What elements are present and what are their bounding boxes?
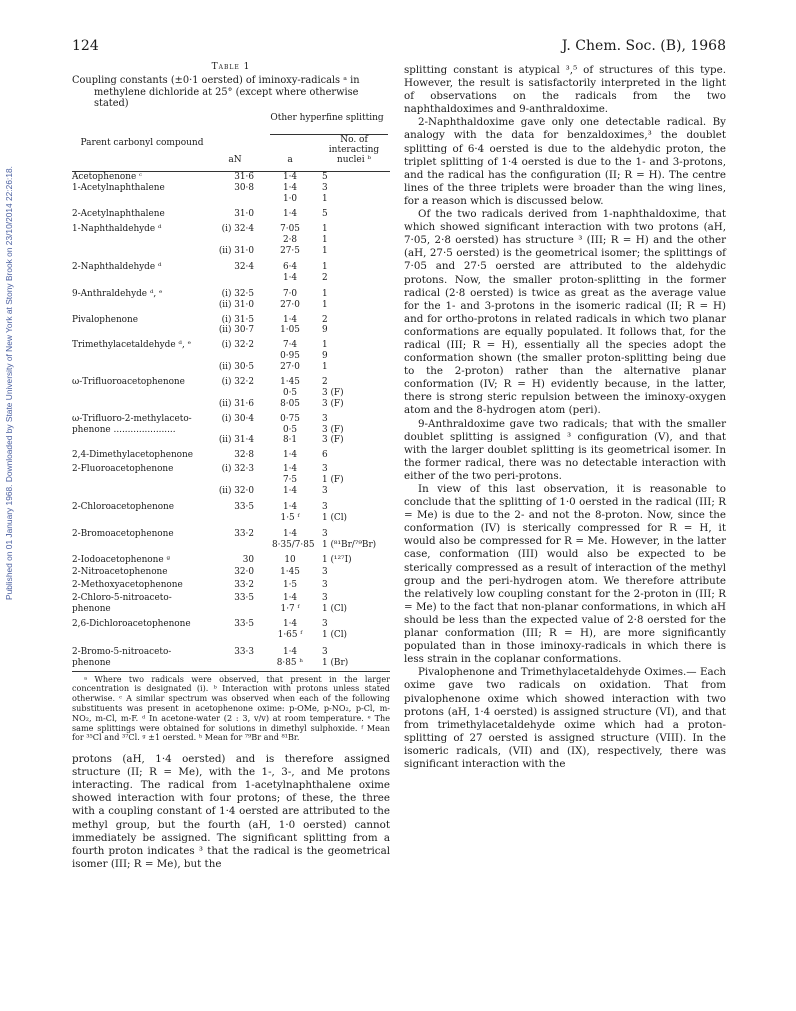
a-cell: 27·0 — [280, 362, 300, 373]
a-cell: 2·8 — [282, 235, 298, 246]
table-row — [72, 414, 390, 425]
footnote-text: ᵃ Where two radicals were observed, that present in the larger concentration is designated (i). ᵇ Interaction with protons unless stated otherwise. ᶜ A similar spectrum was observed when each of the following substituents was present in acetophenone oxime: p-OMe, p-NO₂, p-Cl, m-NO₂, m-Cl, m-F. ᵈ In acetone-water (2 : 3, v/v) at room temperature. ᵉ The same splittings were obtained for solutions in dimethyl sulphoxide. ᶠ Mean for ³⁵Cl and ³⁷Cl. ᵍ ±1 oersted. ʰ Mean for ⁷⁹Br and ⁸¹Br. — [72, 673, 390, 743]
a-cell: 1·4 — [282, 501, 298, 512]
body-paragraph: 9-Anthraldoxime gave two radicals; that with the smaller doublet splitting is assigned ³ configuration (V), and that with the larger doublet splitting is its geometrical isomer. In the former radical, there was no detectable interaction with either of the two peri-protons. — [404, 417, 726, 482]
table-row — [72, 502, 390, 513]
journal-header: J. Chem. Soc. (B), 1968 — [561, 38, 726, 54]
aN-cell: 30·8 — [234, 182, 254, 193]
left-body-paragraph: protons (aH, 1·4 oersted) and is therefore assigned structure (II; R = Me), with the 1-, 3-, and Me protons interacting. The radical from 1-acetylnaphthalene oxime showed interaction with four protons; of these, the three with a coupling constant of 1·4 oersted are attributed to the methyl group, but the fourth (aH, 1·0 oersted) cannot immediately be assigned. The significant splitting from a fourth proton indicates ³ that the radical is the geometrical isomer (III; R = Me), but the — [72, 753, 390, 870]
nuclei-cell: 1 (⁸¹Br/⁷⁹Br) — [322, 539, 377, 550]
nuclei-cell: 1 — [322, 235, 328, 246]
header-a: a — [287, 154, 293, 165]
a-cell: 1·4 — [282, 486, 298, 497]
nuclei-cell: 1 — [322, 262, 328, 273]
nuclei-cell: 3 — [322, 618, 328, 629]
table-row — [72, 377, 390, 388]
table-row — [72, 300, 390, 311]
compound-cell: 9-Anthraldehyde ᵈ, ᵉ — [72, 288, 163, 299]
table-row — [72, 194, 390, 205]
aN-cell: (i) 32·4 — [221, 224, 254, 235]
a-cell: 8·85 ʰ — [276, 657, 304, 668]
nuclei-cell: 5 — [322, 209, 328, 220]
a-cell: 1·4 — [282, 464, 298, 475]
table-row — [72, 172, 390, 183]
compound-cell: phenone — [72, 657, 111, 668]
a-cell: 0·5 — [282, 387, 298, 398]
body-paragraph: 2-Naphthaldoxime gave only one detectable radical. By analogy with the data for benzaldoximes,³ the doublet splitting of 6·4 oersted is due to the aldehydic proton, the triplet splitting of 1·4 oersted is due to the 1- and 3-protons, and the radical has the configuration (II; R = H). The centre lines of the three triplets were broader than the wing lines, for a reason which is discussed below. — [404, 116, 726, 207]
table-row — [72, 399, 390, 410]
table-row — [72, 351, 390, 362]
a-cell: 1·4 — [282, 528, 298, 539]
aN-cell: (i) 32·5 — [221, 288, 254, 299]
compound-cell: 1-Acetylnaphthalene — [72, 182, 165, 193]
compound-cell: 2-Bromoacetophenone — [72, 528, 174, 539]
nuclei-cell: 5 — [322, 171, 328, 182]
aN-cell: (i) 31·5 — [221, 314, 254, 325]
table-row — [72, 450, 390, 461]
body-paragraph: Pivalophenone and Trimethylacetaldehyde Oximes.— Each oxime gave two radicals on oxidation. That from pivalophenone oxime which showed interaction with two protons (aH, 1·4 oersted) is assigned structure (VI), and that from trimethylacetaldehyde oxime which had a proton-splitting of 27 oersted is assigned structure (VIII). In the isomeric radicals, (VII) and (IX), respectively, there was significant interaction with the — [404, 666, 726, 770]
table-row — [72, 619, 390, 630]
table-row — [72, 475, 390, 486]
nuclei-cell: 1 — [322, 224, 328, 235]
table-header — [72, 113, 390, 172]
aN-cell: (i) 32·2 — [221, 340, 254, 351]
compound-cell: ω-Trifluoroacetophenone — [72, 377, 185, 388]
a-cell: 1·4 — [282, 314, 298, 325]
a-cell: 8·1 — [282, 435, 298, 446]
table-row — [72, 224, 390, 235]
nuclei-cell: 1 — [322, 193, 328, 204]
table-row — [72, 340, 390, 351]
a-cell: 27·5 — [280, 246, 300, 257]
a-cell: 1·4 — [282, 182, 298, 193]
nuclei-cell: 1 — [322, 246, 328, 257]
nuclei-cell: 3 — [322, 413, 328, 424]
aN-cell: 31·0 — [234, 209, 254, 220]
nuclei-cell: 1 (¹²⁷I) — [322, 554, 352, 565]
nuclei-cell: 1 — [322, 288, 328, 299]
table-row — [72, 425, 390, 436]
compound-cell: 2-Chloro-5-nitroaceto- — [72, 593, 172, 604]
aN-cell: 33·5 — [234, 593, 254, 604]
compound-cell: phenone — [72, 604, 111, 615]
table-row — [72, 325, 390, 336]
aN-cell: 30 — [242, 554, 254, 565]
nuclei-cell: 2 — [322, 272, 328, 283]
table-row — [72, 529, 390, 540]
table-row — [72, 289, 390, 300]
a-cell: 8·35/7·85 — [272, 539, 315, 550]
aN-cell: 31·6 — [234, 171, 254, 182]
table-row — [72, 315, 390, 326]
nuclei-cell: 3 — [322, 501, 328, 512]
table-row — [72, 235, 390, 246]
a-cell: 1·4 — [282, 450, 298, 461]
nuclei-cell: 3 (F) — [322, 435, 344, 446]
a-cell: 1·4 — [282, 618, 298, 629]
compound-cell: 2-Iodoacetophenone ᵍ — [72, 554, 170, 565]
a-cell: 1·4 — [282, 209, 298, 220]
table-row — [72, 513, 390, 524]
compound-cell: 1-Naphthaldehyde ᵈ — [72, 224, 162, 235]
nuclei-cell: 3 — [322, 528, 328, 539]
compound-cell: 2-Nitroacetophenone — [72, 567, 168, 578]
nuclei-cell: 6 — [322, 450, 328, 461]
table-row — [72, 555, 390, 566]
a-cell: 8·05 — [280, 398, 300, 409]
nuclei-cell: 3 — [322, 580, 328, 591]
aN-cell: (ii) 32·0 — [218, 486, 254, 497]
aN-cell: (i) 32·3 — [221, 464, 254, 475]
table-row — [72, 658, 390, 669]
compound-cell: 2-Acetylnaphthalene — [72, 209, 165, 220]
compound-cell: 2,6-Dichloroacetophenone — [72, 618, 191, 629]
nuclei-cell: 1 (Br) — [322, 657, 349, 668]
nuclei-cell: 3 (F) — [322, 398, 344, 409]
nuclei-cell: 3 — [322, 646, 328, 657]
table-row — [72, 362, 390, 373]
nuclei-cell: 1 (Cl) — [322, 604, 348, 615]
a-cell: 1·05 — [280, 325, 300, 336]
nuclei-cell: 3 (F) — [322, 387, 344, 398]
aN-cell: 33·3 — [234, 646, 254, 657]
header-parent-compound: Parent carbonyl compound — [80, 137, 204, 148]
a-cell: 1·5 ᶠ — [280, 512, 300, 523]
compound-cell: 2-Naphthaldehyde ᵈ — [72, 262, 162, 273]
a-cell: 1·4 — [282, 646, 298, 657]
nuclei-cell: 3 — [322, 182, 328, 193]
a-cell: 1·0 — [282, 193, 298, 204]
nuclei-cell: 1 (Cl) — [322, 512, 348, 523]
a-cell: 0·5 — [282, 424, 298, 435]
table-row — [72, 246, 390, 257]
aN-cell: (ii) 31·6 — [218, 398, 254, 409]
table-row — [72, 580, 390, 591]
header-other-splitting: Other hyperfine splitting — [270, 112, 384, 123]
table-row — [72, 388, 390, 399]
aN-cell: (ii) 31·4 — [218, 435, 254, 446]
nuclei-cell: 2 — [322, 314, 328, 325]
a-cell: 7·5 — [282, 475, 298, 486]
header-aN: aN — [228, 154, 242, 165]
nuclei-cell: 3 — [322, 464, 328, 475]
nuclei-cell: 1 — [322, 299, 328, 310]
nuclei-cell: 2 — [322, 377, 328, 388]
a-cell: 1·45 — [280, 567, 300, 578]
compound-cell: Pivalophenone — [72, 314, 138, 325]
aN-cell: 33·2 — [234, 528, 254, 539]
compound-cell: ω-Trifluoro-2-methylaceto- — [72, 413, 192, 424]
a-cell: 10 — [284, 554, 296, 565]
table-row — [72, 435, 390, 446]
nuclei-cell: 3 — [322, 567, 328, 578]
aN-cell: (i) 30·4 — [221, 413, 254, 424]
a-cell: 1·4 — [282, 171, 298, 182]
table-row — [72, 273, 390, 284]
aN-cell: (ii) 30·7 — [218, 325, 254, 336]
compound-cell: 2-Fluoroacetophenone — [72, 464, 174, 475]
a-cell: 1·65 ᶠ — [277, 629, 303, 640]
header-nuclei: No. of interacting nuclei ᵇ — [328, 134, 380, 165]
nuclei-cell: 3 (F) — [322, 424, 344, 435]
table-row — [72, 262, 390, 273]
compound-cell: 2-Methoxyacetophenone — [72, 580, 183, 591]
aN-cell: 33·5 — [234, 618, 254, 629]
table-caption: Coupling constants (±0·1 oersted) of iminoxy-radicals ᵃ in methylene dichloride at 25° (except where otherwise stated) — [72, 75, 360, 110]
aN-cell: 33·5 — [234, 501, 254, 512]
a-cell: 1·7 ᶠ — [280, 604, 300, 615]
download-watermark-text: Published on 01 January 1968. Downloaded by State University of New York at Stony Brook on 23/10/2014 22:26:18. — [4, 166, 14, 600]
aN-cell: (ii) 31·0 — [218, 299, 254, 310]
a-cell: 7·4 — [282, 340, 298, 351]
table-body — [72, 172, 390, 669]
body-paragraph: In view of this last observation, it is reasonable to conclude that the splitting of 1·0 oersted in the radical (III; R = Me) is due to the 2- and not the 8-proton. Now, since the conformation (IV) is sterically compressed for R = H, it would also be compressed for R = Me. However, in the latter case, conformation (III) would also be expected to be sterically compressed as a result of interaction of the methyl group and the peri-hydrogen atom. We therefore attribute the relatively low coupling constant for the 2-proton in (III; R = Me) to the fact that non-planar conformations, in which aH should be less than the expected value of 2·8 oersted for the planar conformation (III; R = H), are more significantly populated than in those iminoxy-radicals in which there is less strain in the coplanar conformations. — [404, 483, 726, 666]
nuclei-cell: 3 — [322, 593, 328, 604]
table-row — [72, 464, 390, 475]
a-cell: 7·0 — [282, 288, 298, 299]
table-row — [72, 630, 390, 641]
nuclei-cell: 1 — [322, 362, 328, 373]
table-row — [72, 604, 390, 615]
table-row — [72, 540, 390, 551]
table-row — [72, 593, 390, 604]
a-cell: 1·4 — [282, 272, 298, 283]
aN-cell: (i) 32·2 — [221, 377, 254, 388]
download-watermark — [2, 130, 16, 640]
aN-cell: 32·8 — [234, 450, 254, 461]
a-cell: 1·5 — [282, 580, 298, 591]
page-number: 124 — [72, 38, 99, 54]
aN-cell: 32·0 — [234, 567, 254, 578]
table-footnotes — [72, 671, 390, 744]
table-row — [72, 183, 390, 194]
right-column — [404, 64, 726, 771]
compound-cell: 2,4-Dimethylacetophenone — [72, 450, 193, 461]
nuclei-cell: 1 — [322, 340, 328, 351]
nuclei-cell: 3 — [322, 486, 328, 497]
table-row — [72, 647, 390, 658]
aN-cell: (ii) 30·5 — [218, 362, 254, 373]
body-paragraph: Of the two radicals derived from 1-naphthaldoxime, that which showed significant interaction with two protons (aH, 7·05, 2·8 oersted) has structure ³ (III; R = H) and the other (aH, 27·5 oersted) is the geometrical isomer; the splittings of 7·05 and 27·5 oersted are attributed to the aldehydic protons. Now, the smaller proton-splitting in the former radical (2·8 oersted) is twice as great as the average value for the 1- and 3-protons in the isomeric radical (II; R = H) and for ortho-protons in related radicals in which two planar conformations are equally populated. It follows that, for the radical (III; R = H), essentially all the species adopt the conformation shown (the smaller proton-splitting being due to the 2-proton) rather than the alternative planar conformation (IV; R = H) evidently because, in the latter, there is strong steric repulsion between the iminoxy-oxygen atom and the 8-hydrogen atom (peri). — [404, 208, 726, 417]
compound-cell: Trimethylacetaldehyde ᵈ, ᵉ — [72, 340, 192, 351]
table-row — [72, 209, 390, 220]
aN-cell: 33·2 — [234, 580, 254, 591]
body-paragraph: splitting constant is atypical ³,⁵ of structures of this type. However, the result is satisfactorily interpreted in the light of observations on the radicals from the two naphthaldoximes and 9-anthraldoxime. — [404, 64, 726, 116]
a-cell: 0·75 — [280, 413, 300, 424]
nuclei-cell: 1 (F) — [322, 475, 344, 486]
a-cell: 27·0 — [280, 299, 300, 310]
table-row — [72, 486, 390, 497]
a-cell: 0·95 — [280, 351, 300, 362]
nuclei-cell: 9 — [322, 325, 328, 336]
compound-cell: 2-Chloroacetophenone — [72, 501, 175, 512]
left-column — [72, 60, 390, 871]
aN-cell: (ii) 31·0 — [218, 246, 254, 257]
nuclei-cell: 1 (Cl) — [322, 629, 348, 640]
a-cell: 7·05 — [280, 224, 300, 235]
a-cell: 1·4 — [282, 593, 298, 604]
compound-cell: phenone ...................... — [72, 424, 176, 435]
nuclei-cell: 9 — [322, 351, 328, 362]
table-row — [72, 567, 390, 578]
compound-cell: 2-Bromo-5-nitroaceto- — [72, 646, 172, 657]
table-title: Table 1 — [211, 62, 251, 72]
aN-cell: 32·4 — [234, 262, 254, 273]
compound-cell: Acetophenone ᶜ — [72, 171, 143, 182]
a-cell: 6·4 — [282, 262, 298, 273]
a-cell: 1·45 — [280, 377, 300, 388]
